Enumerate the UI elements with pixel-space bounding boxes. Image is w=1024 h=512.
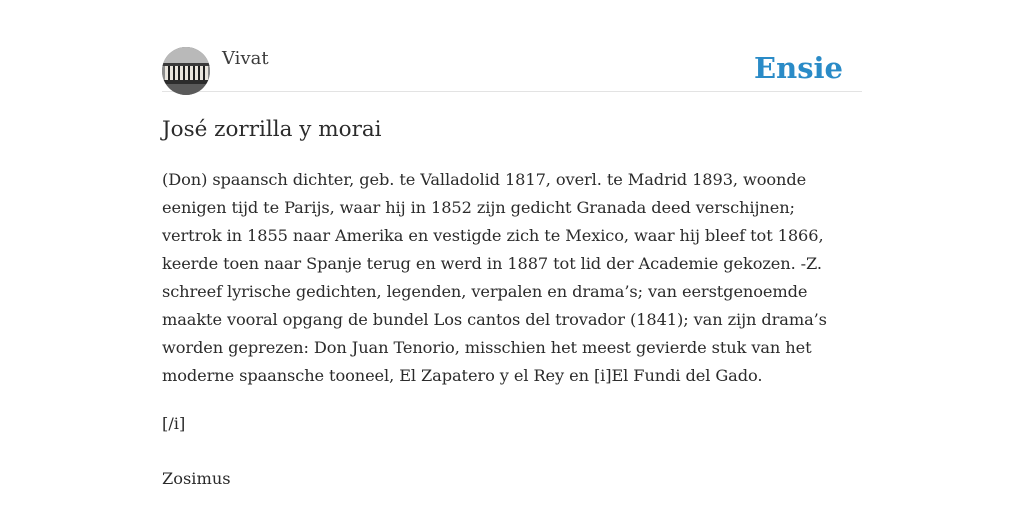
body-line: vertrok in 1855 naar Amerika en vestigde zich te Mexico, waar hij bleef tot 1866, [162, 226, 824, 245]
site-header [162, 46, 862, 92]
article-body [162, 166, 866, 390]
body-line: keerde toen naar Spanje terug en werd in 1887 tot lid der Academie gekozen. -Z. [162, 254, 822, 273]
article [162, 114, 866, 493]
article-signature: Zosimus [162, 469, 231, 488]
body-line: schreef lyrische gedichten, legenden, verpalen en drama’s; van eerstgenoemde [162, 282, 808, 301]
brand-logo[interactable]: Ensie [754, 51, 843, 85]
body-line: maakte vooral opgang de bundel Los cantos del trovador (1841); van zijn drama’s [162, 310, 827, 329]
book-spines-icon [162, 47, 210, 95]
author-name[interactable]: Vivat [222, 48, 269, 69]
article-title: José zorrilla y morai [162, 117, 382, 142]
body-line: worden geprezen: Don Juan Tenorio, misschien het meest gevierde stuk van het [162, 338, 812, 357]
closing-tag: [/i] [162, 414, 186, 433]
body-line: (Don) spaansch dichter, geb. te Valladolid 1817, overl. te Madrid 1893, woonde [162, 170, 807, 189]
body-line: eenigen tijd te Parijs, waar hij in 1852 zijn gedicht Granada deed verschijnen; [162, 198, 795, 217]
author-avatar[interactable] [162, 47, 210, 95]
body-line: moderne spaansche tooneel, El Zapatero y el Rey en [i]El Fundi del Gado. [162, 366, 763, 385]
